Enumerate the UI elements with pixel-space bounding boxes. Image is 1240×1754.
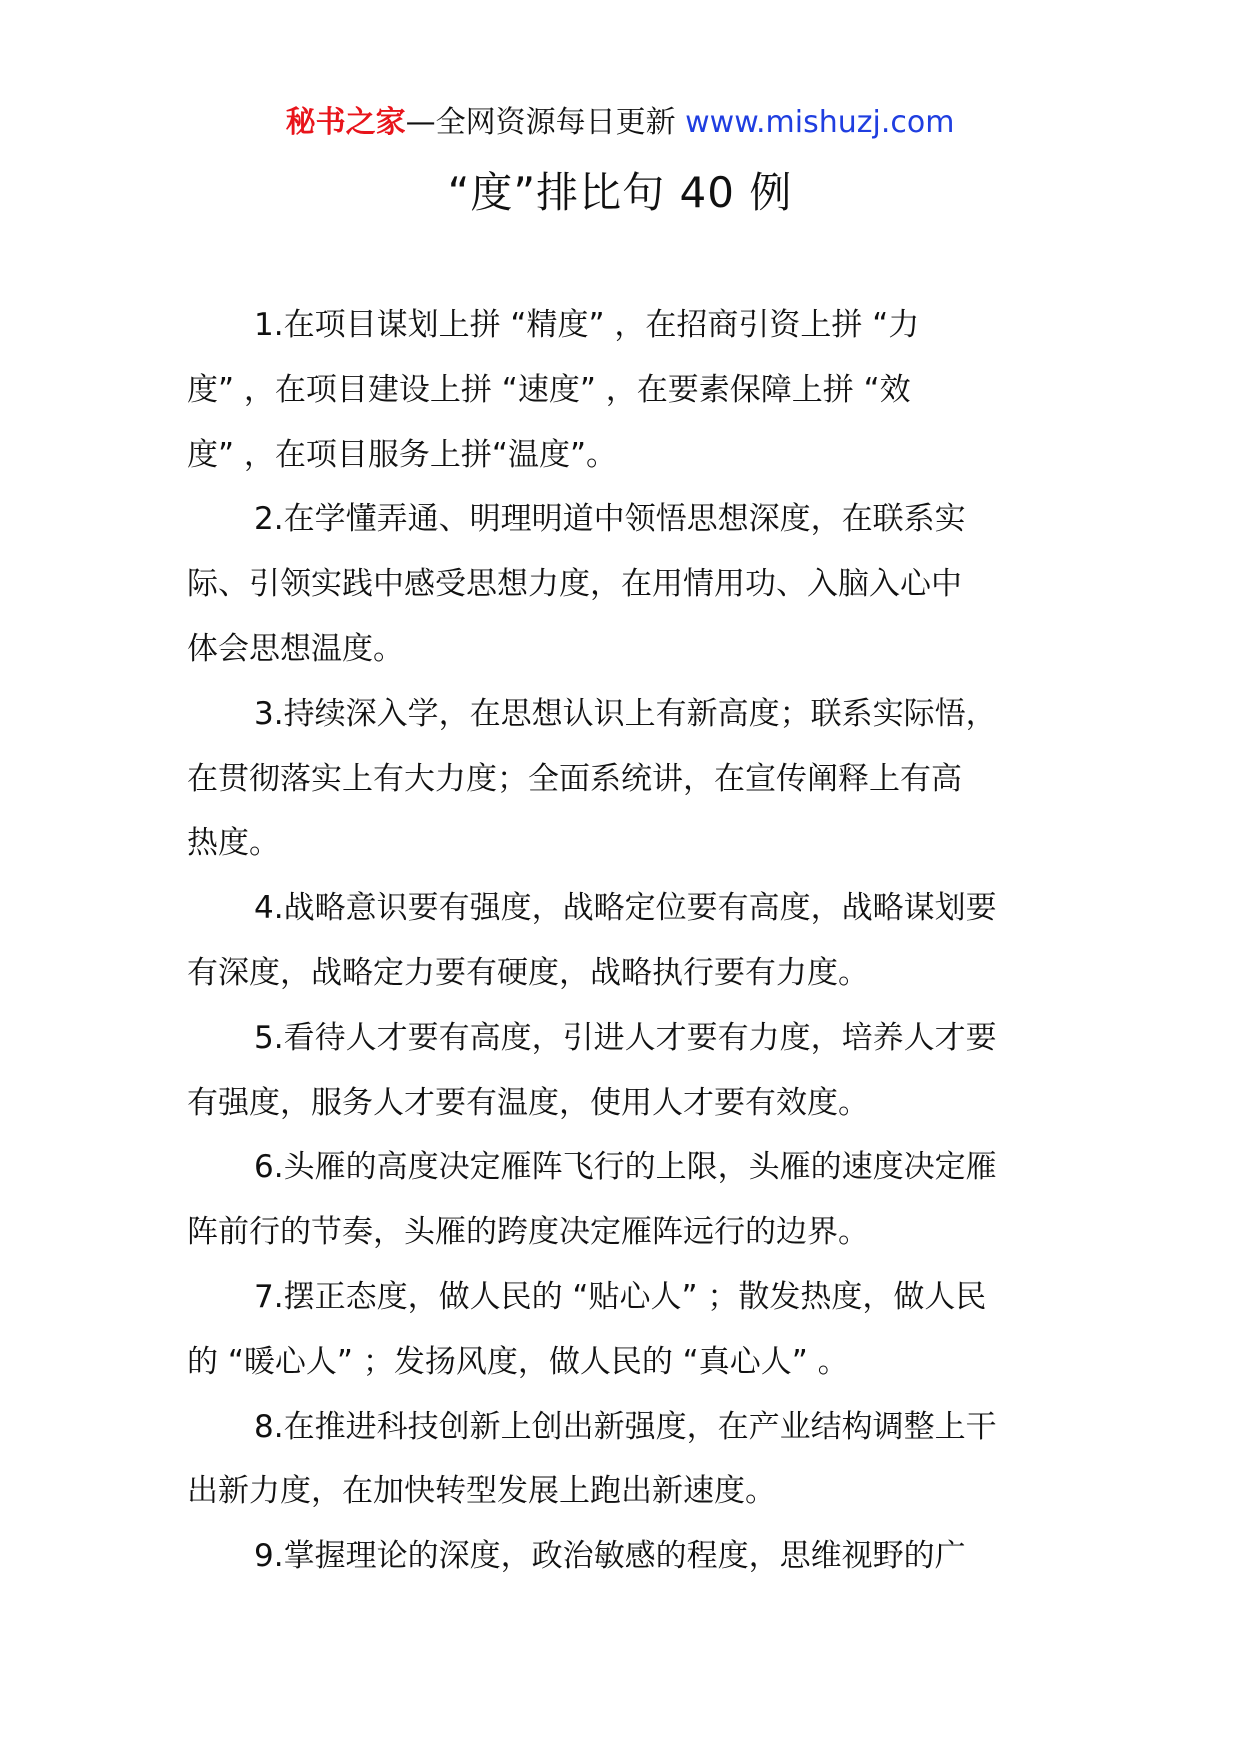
paragraph-line: 际、引领实践中感受思想力度，在用情用功、入脑入心中 [187,566,962,603]
paragraph-line: 5.看待人才要有高度，引进人才要有力度，培养人才要 [254,1019,997,1056]
paragraph-line: 的 “暖心人” ；发扬风度，做人民的 “真心人” 。 [187,1343,849,1380]
site-url-link[interactable]: www.mishuzj.com [685,105,955,140]
paragraph-line: 在贯彻落实上有大力度；全面系统讲，在宣传阐释上有高 [187,760,962,797]
paragraph-4 [187,876,1057,1006]
paragraph-1 [187,293,1057,487]
brand-name: 秘书之家 [285,105,406,140]
paragraph-line: 度” ，在项目服务上拼“温度”。 [187,436,618,473]
paragraph-line: 9.掌握理论的深度，政治敏感的程度，思维视野的广 [254,1538,966,1575]
paragraph-line: 出新力度，在加快转型发展上跑出新速度。 [187,1473,776,1510]
paragraph-7 [187,1265,1057,1395]
paragraph-line: 热度。 [187,825,280,862]
paragraph-2 [187,487,1057,681]
header-tagline: —全网资源每日更新 [405,105,686,140]
paragraph-3 [187,682,1057,876]
paragraph-9 [187,1524,1057,1589]
paragraph-line: 4.战略意识要有强度，战略定位要有高度，战略谋划要 [254,890,997,927]
paragraph-line: 有强度，服务人才要有温度，使用人才要有效度。 [187,1084,869,1121]
paragraph-line: 度” ，在项目建设上拼 “速度” ，在要素保障上拼 “效 [187,371,911,408]
document-body [187,293,1057,1589]
paragraph-line: 有深度，战略定力要有硬度，战略执行要有力度。 [187,954,869,991]
paragraph-line: 3.持续深入学，在思想认识上有新高度；联系实际悟， [254,695,997,732]
paragraph-line: 阵前行的节奏，头雁的跨度决定雁阵远行的边界。 [187,1214,869,1251]
paragraph-line: 2.在学懂弄通、明理明道中领悟思想深度，在联系实 [254,501,966,538]
paragraph-line: 1.在项目谋划上拼 “精度” ，在招商引资上拼 “力 [254,307,920,343]
paragraph-line: 7.摆正态度，做人民的 “贴心人” ；散发热度，做人民 [254,1278,987,1315]
paragraph-line: 8.在推进科技创新上创出新强度，在产业结构调整上干 [254,1408,997,1445]
document-title: “度”排比句 40 例 [447,168,793,217]
paragraph-line: 体会思想温度。 [187,630,404,667]
site-header [0,100,1240,146]
paragraph-8 [187,1395,1057,1525]
paragraph-line: 6.头雁的高度决定雁阵飞行的上限，头雁的速度决定雁 [254,1149,997,1186]
paragraph-5 [187,1006,1057,1136]
paragraph-6 [187,1135,1057,1265]
